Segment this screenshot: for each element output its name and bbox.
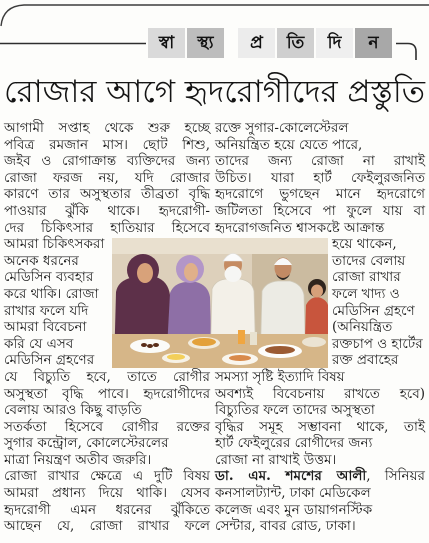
article-line: পাওয়ার ঝুঁকি থাকে। হৃদরোগী-	[4, 202, 210, 219]
article-line: রাখার ফলে যদি	[4, 302, 89, 319]
section-tag-letter: তি	[277, 28, 314, 58]
article-line: মেডিসিন ব্যবহার	[4, 269, 94, 286]
article-line: কারণে তার অসুস্থতার তীব্রতা বৃদ্ধি	[4, 186, 210, 203]
article-line: রক্তে সুগার-কোলেস্টেরল	[215, 120, 349, 136]
section-tag-letter: ন	[355, 28, 392, 58]
article-line: হৃদরোগী এমন ধরনের ঝুঁকিতে	[4, 501, 210, 518]
article-line: জটিলতা হিসেবে পা ফুলে যায় বা	[215, 202, 425, 219]
section-tag-letter: স্থ্য	[187, 28, 224, 58]
byline-line: কলেজ এবং মুন ডায়াগনস্টিক	[215, 501, 373, 518]
article-line: সুগার কন্ট্রোল, কোলেস্টেরলের	[4, 435, 169, 452]
article-line: বিচ্যুতির ফলে তাদের অসুস্থতা	[215, 402, 375, 419]
article-line: অসুস্থতা বৃদ্ধি পাবে। হৃদরোগীদের	[4, 385, 210, 402]
iftar-table	[112, 330, 328, 368]
article-line: উচিত। যারা হার্ট ফেইলুরজনিত	[215, 169, 425, 186]
article-line: রক্তচাপ ও হার্টের	[332, 335, 423, 352]
article-line: রোজা রাখার	[332, 269, 401, 286]
section-tag-letter: স্বা	[148, 28, 185, 58]
article-line: মাত্রা নিয়ন্ত্রণ অতীব জরুরি।	[4, 451, 152, 468]
article-line: আমরা প্রধান্য দিয়ে থাকি। যেসব	[4, 485, 211, 502]
section-rule-right-hook	[396, 44, 416, 61]
article-line: রোজা না রাখাই উত্তম।	[215, 451, 337, 468]
article-line: পবিত্র রমজান মাস। ছোট শিশু,	[4, 136, 211, 153]
top-frame-rule	[1, 5, 429, 26]
section-tag	[148, 28, 394, 58]
article-line: (অনিয়ন্ত্রিত	[332, 319, 393, 336]
article-line: আমরা চিকিৎসকরা	[4, 236, 105, 253]
article-line: করে থাকি। রোজা	[4, 285, 99, 302]
section-tag-letter: দি	[316, 28, 353, 58]
article-line: রক্ত প্রবাহের	[332, 352, 399, 369]
byline-line: সেন্টার, বাবর রোড, ঢাকা।	[215, 518, 356, 535]
article-line: ফলে খাদ্য ও	[332, 285, 400, 302]
article-line: দের চিকিৎসার হাতিয়ার হিসেবে	[4, 219, 210, 236]
article-line: সমস্যা সৃষ্টি ইত্যাদি বিষয়	[215, 368, 345, 385]
article-line: হৃদরোগে ভুগছেন মানে হৃদরোগে	[215, 186, 425, 203]
article-line: সতর্কতা হিসেবে রোগীর রক্তের	[4, 418, 210, 435]
article-line: মেডিসিন গ্রহণে	[332, 302, 415, 319]
article-line: হার্ট ফেইলুরের রোগীদের জন্য	[215, 435, 373, 452]
article-line: হয়ে থাকেন,	[332, 236, 397, 253]
article-line: বেলায় আরও কিছু বাড়তি	[4, 402, 142, 419]
article-line: রোজা ফরজ নয়, যদি রোজার	[4, 169, 210, 186]
article-line: আছেন যে, রোজা রাখার ফলে	[4, 518, 210, 535]
article-line: অনেক ধরনের	[4, 252, 79, 269]
byline-line	[215, 468, 425, 485]
article-line: জইব ও রোগাক্রান্ত ব্যক্তিদের জন্য	[4, 153, 211, 170]
byline-line: কনসালট্যান্ট, ঢাকা মেডিকেল	[215, 485, 371, 502]
section-tag-letter: প্র	[238, 28, 275, 58]
article-line: অবশ্যই বিবেচনায় রাখতে হবে)	[215, 385, 425, 402]
article-line: অনিয়ন্ত্রিত হয়ে যেতে পারে,	[215, 136, 363, 153]
article-line: হৃদরোগজনিত শ্বাসকষ্টে আক্রান্ত	[215, 219, 385, 236]
article-line: করি যে এসব	[4, 335, 74, 352]
article-line: রোজা রাখার ক্ষেত্রে এ দুটি বিষয়	[4, 468, 210, 485]
author-title: , সিনিয়র	[366, 468, 425, 485]
article-line: তাদের বেলায়	[332, 252, 406, 269]
article-line: যে বিচ্যুতি হবে, তাতে রোগীর	[4, 368, 210, 385]
headline: রোজার আগে হৃদরোগীদের প্রস্তুতি	[4, 74, 425, 110]
article-line: আগামী সপ্তাহ থেকে শুরু হচ্ছে	[4, 120, 210, 136]
article-line: তাদের জন্য রোজা না রাখাই	[215, 153, 425, 170]
article-line: আমরা বিবেচনা	[4, 319, 87, 336]
article-line: মেডিসিন গ্রহণের	[4, 352, 95, 369]
author-name: ডা. এম. শমশের আলী	[215, 468, 367, 485]
article-line: বৃদ্ধির সমূহ সম্ভাবনা থাকে, তাই	[215, 418, 425, 435]
iftar-family-photo	[112, 238, 328, 368]
